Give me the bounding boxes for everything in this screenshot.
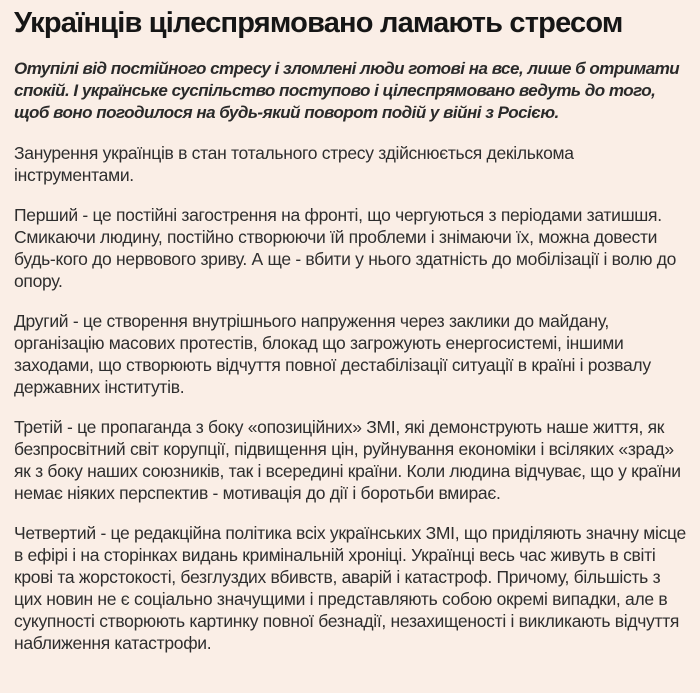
body-paragraph-third: Третій - це пропаганда з боку «опозиційних» ЗМІ, які демонструють наше життя, як безпросвітний світ корупції, підвищення цін, руйнування економіки і всіляких «зрад» як з боку наших союзників, так і всередині країни. Коли людина відчуває, що у країни немає ніяких перспектив - мотивація до дії і боротьби вмирає.	[14, 417, 681, 503]
body-paragraph-first: Перший - це постійні загострення на фронті, що чергуються з періодами затишшя. Смикаючи людину, постійно створюючи їй проблеми і знімаючи їх, можна довести будь-кого до нервового зриву. А ще - вбити у нього здатність до мобілізації і волю до опору.	[14, 205, 677, 291]
body-paragraph-second: Другий - це створення внутрішнього напруження через заклики до майдану, організацію масових протестів, блокад що загрожують енергосистемі, іншими заходами, що створюють відчуття повної дестабілізації ситуації в країні і розвалу державних інститутів.	[14, 311, 651, 397]
page-title: Українців цілеспрямовано ламають стресом	[14, 7, 623, 39]
body-paragraph-fourth: Четвертий - це редакційна політика всіх українських ЗМІ, що приділяють значну місце в ефірі і на сторінках видань кримінальній хроніці. Українці весь час живуть в світі крові та жорстокості, безглуздих вбивств, аварій і катастроф. Причому, більшість з цих новин не є соціально значущими і представляють собою окремі випадки, але в сукупності створюють картинку повної безнадії, незахищеності і викликають відчуття наближення катастрофи.	[14, 523, 686, 653]
body-paragraph-instruments: Занурення українців в стан тотального стресу здійснюється декількома інструментами.	[14, 143, 574, 185]
lead-paragraph: Отупілі від постійного стресу і зломлені люди готові на все, лише б отримати спокій. І українське суспільство поступово і цілеспрямовано ведуть до того, щоб воно погодилося на будь-який поворот подій у війні з Росією.	[14, 59, 680, 122]
